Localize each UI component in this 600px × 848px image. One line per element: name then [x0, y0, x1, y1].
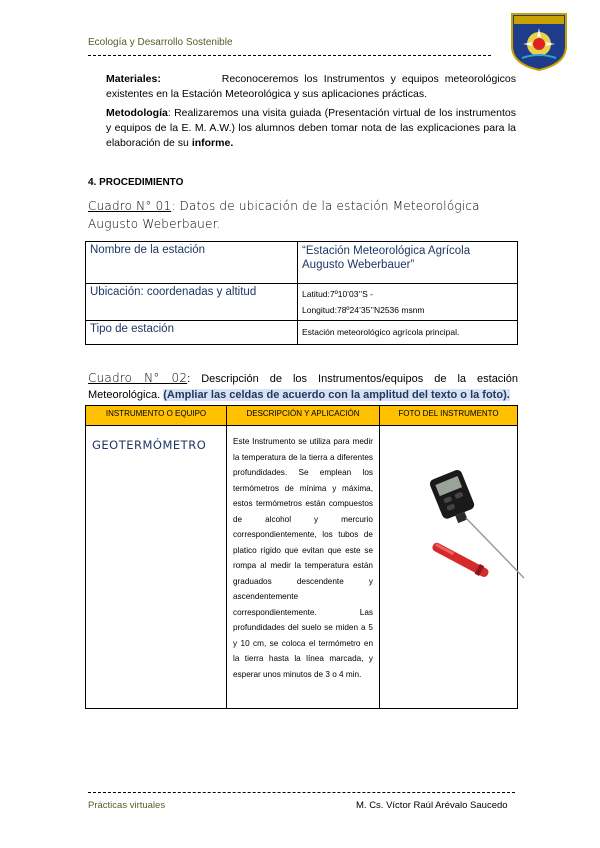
- metodologia-bold-end: informe.: [191, 137, 234, 149]
- table-cell-value: Estación meteorológico agrícola principal.: [298, 321, 518, 345]
- header-photo: FOTO DEL INSTRUMENTO: [380, 406, 518, 426]
- cuadro1-label: Cuadro N° 01: [88, 199, 172, 213]
- footer-left: Prácticas virtuales: [88, 800, 166, 811]
- table-cell-label: Tipo de estación: [86, 321, 298, 345]
- cuadro1-text: : Datos de ubicación de la estación Meteorológica Augusto Weberbauer.: [88, 199, 480, 231]
- header-instrument: INSTRUMENTO O EQUIPO: [86, 406, 227, 426]
- header-description: DESCRIPCIÓN Y APLICACIÓN: [227, 406, 380, 426]
- instruments-table: [85, 405, 518, 709]
- materiales-paragraph: [106, 72, 516, 102]
- footer-right: M. Cs. Víctor Raúl Arévalo Saucedo: [356, 800, 508, 811]
- metodologia-label: Metodología: [106, 107, 168, 119]
- cuadro2-caption: [88, 369, 518, 403]
- metodologia-text: : Realizaremos una visita guiada (Presentación virtual de los instrumentos y equipos de la E. M. A.W.) los alumnos deben tomar nota de las explicaciones para la elaboración de su: [106, 107, 516, 149]
- table-row: [86, 426, 518, 709]
- cuadro2-label: Cuadro N° 02: [88, 371, 188, 385]
- section-title: 4. PROCEDIMIENTO: [88, 177, 184, 188]
- table-header-row: [86, 406, 518, 426]
- cuadro2-text: : Descripción de los Instrumentos/equipos de la estación Meteorológica.: [88, 373, 518, 401]
- materiales-label: Materiales:: [106, 73, 161, 85]
- table-cell-value: [298, 284, 518, 321]
- header-divider: [88, 55, 491, 56]
- table-cell-value: “Estación Meteorológica Agrícola Augusto Weberbauer”: [298, 242, 518, 284]
- table-row: [86, 284, 518, 321]
- footer-divider: [88, 792, 515, 793]
- latitude-value: Latitud:7º10’03’’S -: [302, 289, 373, 299]
- table-cell-label: Ubicación: coordenadas y altitud: [86, 284, 298, 321]
- table-row: [86, 321, 518, 345]
- instrument-photo-cell: [380, 426, 518, 709]
- table-row: [86, 242, 518, 284]
- materiales-text: Reconoceremos los Instrumentos y equipos meteorológicos existentes en la Estación Meteorológica y sus aplicaciones prácticas.: [106, 73, 516, 100]
- instrument-name: GEOTERMÓMETRO: [86, 426, 227, 709]
- cuadro1-caption: [88, 197, 518, 233]
- table-cell-label: Nombre de la estación: [86, 242, 298, 284]
- university-logo-icon: [508, 10, 570, 72]
- header-title: Ecología y Desarrollo Sostenible: [88, 37, 233, 48]
- longitude-value: Longitud:78º24’35’’N2536 msnm: [302, 305, 425, 315]
- cuadro2-highlight: (Ampliar las celdas de acuerdo con la amplitud del texto o la foto).: [163, 389, 510, 401]
- station-table: [85, 241, 518, 345]
- metodologia-paragraph: [106, 106, 516, 151]
- instrument-description: Este Instrumento se utiliza para medir la temperatura de la tierra a diferentes profundidades. Se emplean los termómetros de mínima y máxima, estos termómetros están compuestos de alcohol y mercurio correspondientemente, los tubos de platico rígido que evitan que este se rompa al medir la temperatura están graduados descendente y ascendentemente correspondientemente. Las profundidades del suelo se miden a 5 y 10 cm, se coloca el termómetro en la tierra hasta la línea marcada, y esperar unos minutos de 3 o 4 min.: [227, 426, 380, 709]
- geothermometer-photo: [420, 466, 530, 586]
